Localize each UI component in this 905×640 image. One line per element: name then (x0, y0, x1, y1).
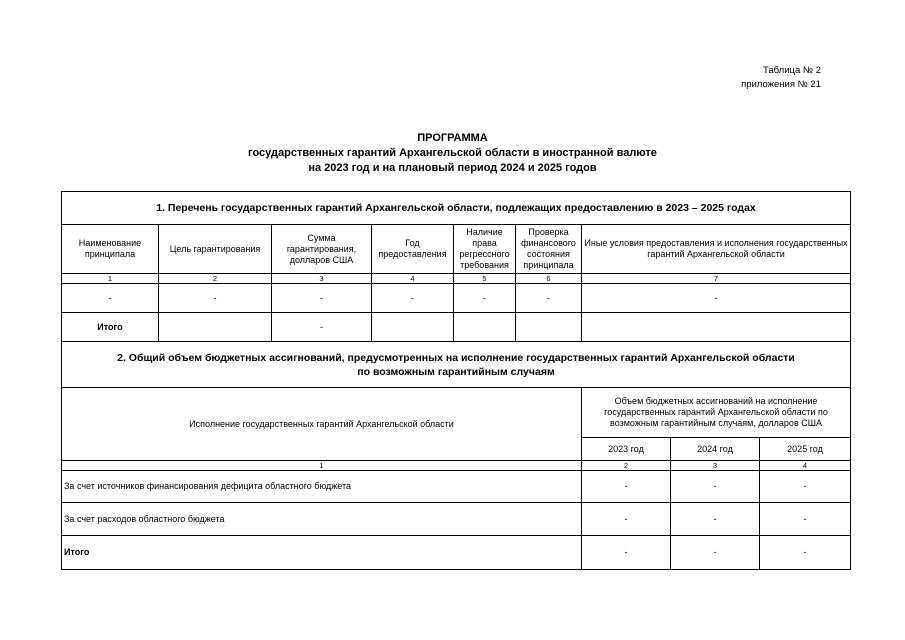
column-number: 7 (582, 274, 851, 284)
header-financial-check: Проверка финансового состояния принципала (516, 225, 582, 274)
column-number: 2 (159, 274, 272, 284)
appendix-number: приложения № 21 (741, 79, 821, 90)
section2-heading (62, 342, 851, 388)
budget-allocations-table (61, 341, 851, 570)
column-number: 5 (454, 274, 516, 284)
header-principal: Наименование принципала (62, 225, 159, 274)
total-amount: - (272, 313, 372, 342)
header-volume: Объем бюджетных ассигнований на исполнение государственных гарантий Архангельской области по возможным гарантийным случаям, долларов США (582, 388, 851, 438)
column-number: 4 (760, 461, 851, 471)
row-label: За счет источников финансирования дефицита областного бюджета (62, 471, 582, 503)
cell-2023: - (582, 536, 671, 570)
column-number: 1 (62, 274, 159, 284)
header-year-2025: 2025 год (760, 438, 851, 461)
total-label: Итого (62, 313, 159, 342)
title-line-3: на 2023 год и на плановый период 2024 и 2025 годов (308, 162, 597, 174)
cell-2025: - (760, 536, 851, 570)
empty-cell (454, 313, 516, 342)
section2-heading-line-2: по возможным гарантийным случаям (357, 365, 555, 378)
column-number: 3 (671, 461, 760, 471)
cell-2025: - (760, 471, 851, 503)
table-row (62, 284, 851, 313)
cell-recourse: - (454, 284, 516, 313)
header-execution: Исполнение государственных гарантий Архангельской области (62, 388, 582, 461)
column-number: 3 (272, 274, 372, 284)
total-row (62, 536, 851, 570)
empty-cell (582, 313, 851, 342)
section1-heading: 1. Перечень государственных гарантий Архангельской области, подлежащих предоставлению в 2023 – 2025 годах (62, 192, 851, 225)
column-number: 6 (516, 274, 582, 284)
table-row (62, 503, 851, 536)
column-number-row (62, 274, 851, 284)
header-year-2023: 2023 год (582, 438, 671, 461)
table-row (62, 471, 851, 503)
empty-cell (159, 313, 272, 342)
cell-2023: - (582, 471, 671, 503)
cell-2024: - (671, 536, 760, 570)
cell-2024: - (671, 503, 760, 536)
header-year: Год предоставления (372, 225, 454, 274)
header-recourse: Наличие права регрессного требования (454, 225, 516, 274)
header-amount: Сумма гарантирования, долларов США (272, 225, 372, 274)
total-row (62, 313, 851, 342)
table-number: Таблица № 2 (762, 65, 821, 76)
cell-2025: - (760, 503, 851, 536)
row-label: Итого (62, 536, 582, 570)
row-label: За счет расходов областного бюджета (62, 503, 582, 536)
empty-cell (372, 313, 454, 342)
cell-2023: - (582, 503, 671, 536)
cell-financial-check: - (516, 284, 582, 313)
column-number: 1 (62, 461, 582, 471)
title-line-1: ПРОГРАММА (417, 132, 488, 144)
table-caption (741, 64, 821, 92)
column-number: 4 (372, 274, 454, 284)
column-number: 2 (582, 461, 671, 471)
header-purpose: Цель гарантирования (159, 225, 272, 274)
header-year-2024: 2024 год (671, 438, 760, 461)
cell-2024: - (671, 471, 760, 503)
header-other-conditions: Иные условия предоставления и исполнения государственных гарантий Архангельской области (582, 225, 851, 274)
cell-principal: - (62, 284, 159, 313)
empty-cell (516, 313, 582, 342)
title-line-2: государственных гарантий Архангельской области в иностранной валюте (248, 147, 657, 159)
cell-purpose: - (159, 284, 272, 313)
section2-heading-line-1: 2. Общий объем бюджетных ассигнований, предусмотренных на исполнение государственных гарантий Архангельской области (117, 351, 795, 364)
column-number-row (62, 461, 851, 471)
cell-amount: - (272, 284, 372, 313)
guarantees-list-table (61, 191, 851, 342)
cell-year: - (372, 284, 454, 313)
cell-other-conditions: - (582, 284, 851, 313)
document-title (0, 131, 905, 176)
